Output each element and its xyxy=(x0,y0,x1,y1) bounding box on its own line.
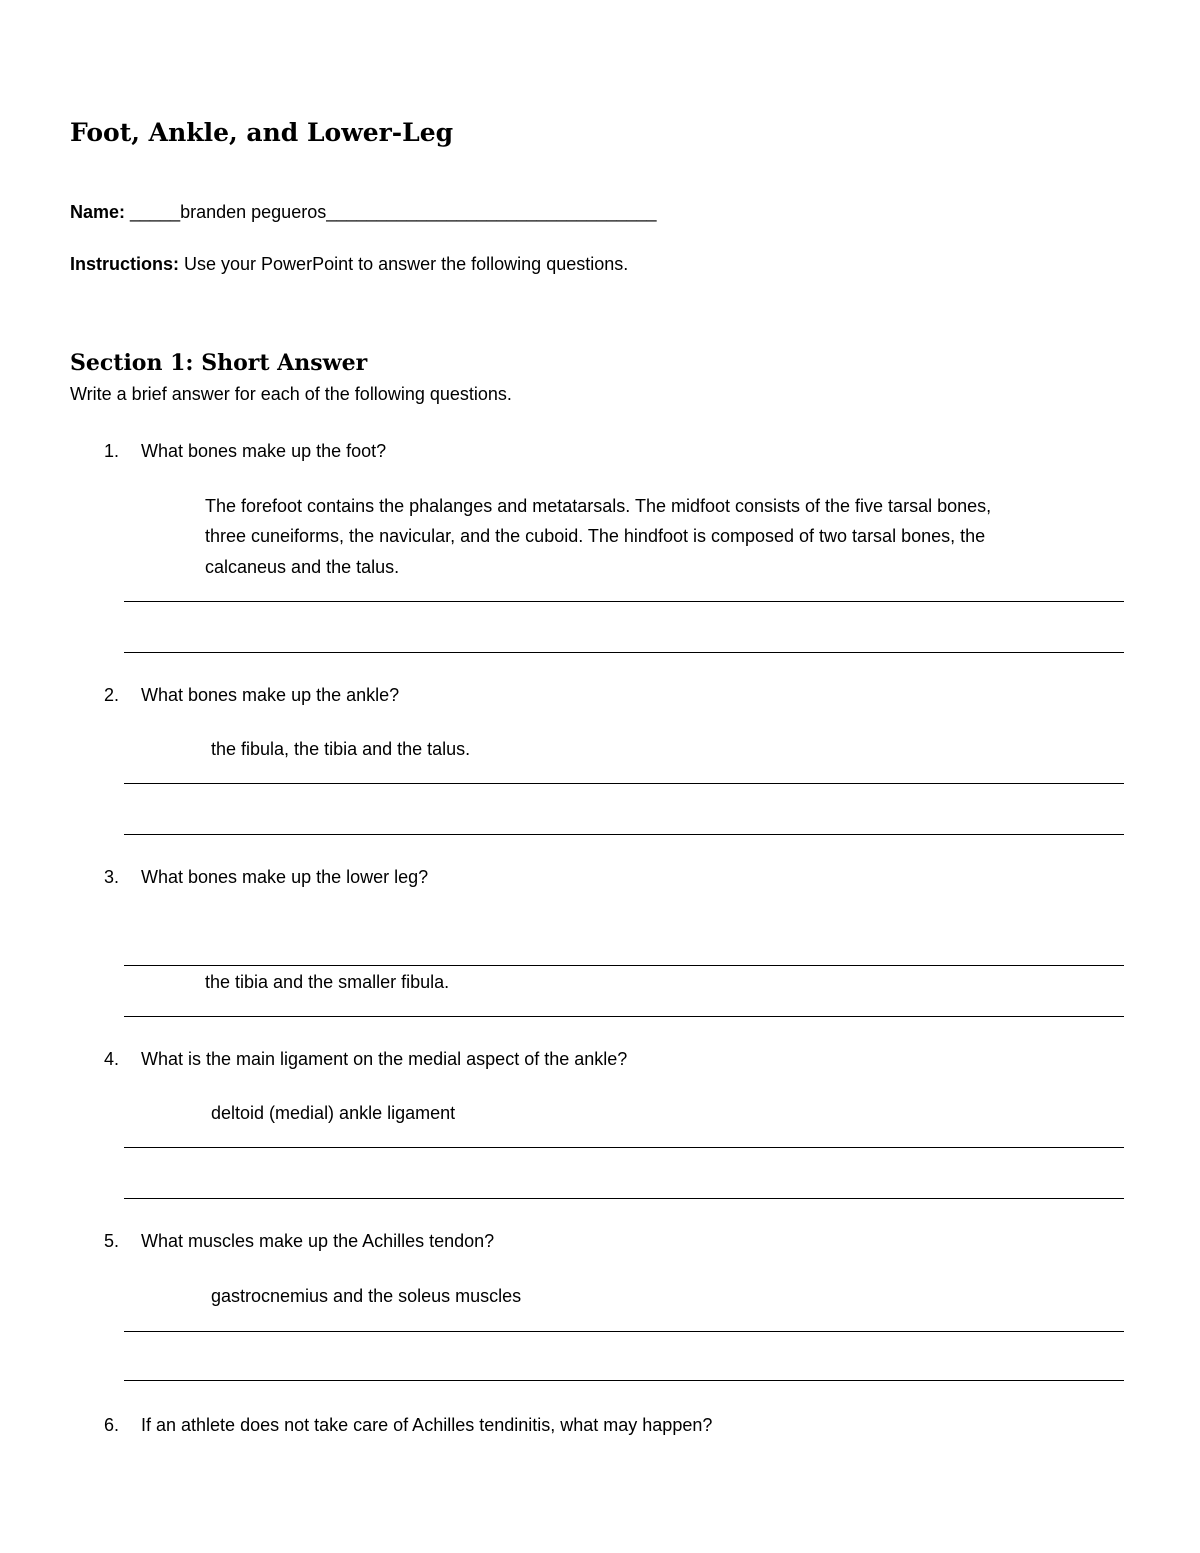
section-heading: Section 1: Short Answer xyxy=(70,350,368,376)
question-text: What bones make up the lower leg? xyxy=(141,867,429,887)
answer-text: the tibia and the smaller fibula. xyxy=(205,972,450,992)
answer-line xyxy=(124,1331,1124,1332)
instructions-label: Instructions: xyxy=(70,254,180,274)
answer-text: gastrocnemius and the soleus muscles xyxy=(211,1286,522,1306)
instructions-line xyxy=(70,254,628,275)
question-number: 1. xyxy=(104,441,120,461)
answer-line xyxy=(124,1380,1124,1381)
section-subtext: Write a brief answer for each of the following questions. xyxy=(70,384,512,404)
question-text: If an athlete does not take care of Achilles tendinitis, what may happen? xyxy=(141,1415,713,1435)
question-number: 3. xyxy=(104,867,120,887)
answer-text: three cuneiforms, the navicular, and the cuboid. The hindfoot is composed of two tarsal bones, the xyxy=(205,526,986,546)
answer-text: deltoid (medial) ankle ligament xyxy=(211,1103,456,1123)
question-text: What bones make up the ankle? xyxy=(141,685,400,705)
answer-line xyxy=(124,1147,1124,1148)
answer-line xyxy=(124,1198,1124,1199)
answer-text: The forefoot contains the phalanges and metatarsals. The midfoot consists of the five tarsal bones, xyxy=(205,496,992,516)
answer-text: the fibula, the tibia and the talus. xyxy=(211,739,471,759)
answer-line xyxy=(124,1016,1124,1017)
question-text: What is the main ligament on the medial aspect of the ankle? xyxy=(141,1049,628,1069)
answer-line xyxy=(124,834,1124,835)
instructions-text: Use your PowerPoint to answer the following questions. xyxy=(179,254,629,274)
name-value: _____branden pegueros_________________________________ xyxy=(125,202,657,222)
question-number: 4. xyxy=(104,1049,120,1069)
answer-line xyxy=(124,965,1124,966)
answer-line xyxy=(124,783,1124,784)
question-text: What muscles make up the Achilles tendon? xyxy=(141,1231,495,1251)
question-text: What bones make up the foot? xyxy=(141,441,387,461)
answer-text: calcaneus and the talus. xyxy=(205,557,400,577)
name-label: Name: xyxy=(70,202,126,222)
answer-line xyxy=(124,601,1124,602)
question-number: 5. xyxy=(104,1231,120,1251)
answer-line xyxy=(124,652,1124,653)
question-number: 6. xyxy=(104,1415,120,1435)
question-number: 2. xyxy=(104,685,120,705)
page-title: Foot, Ankle, and Lower-Leg xyxy=(70,118,454,147)
name-line xyxy=(70,202,657,223)
